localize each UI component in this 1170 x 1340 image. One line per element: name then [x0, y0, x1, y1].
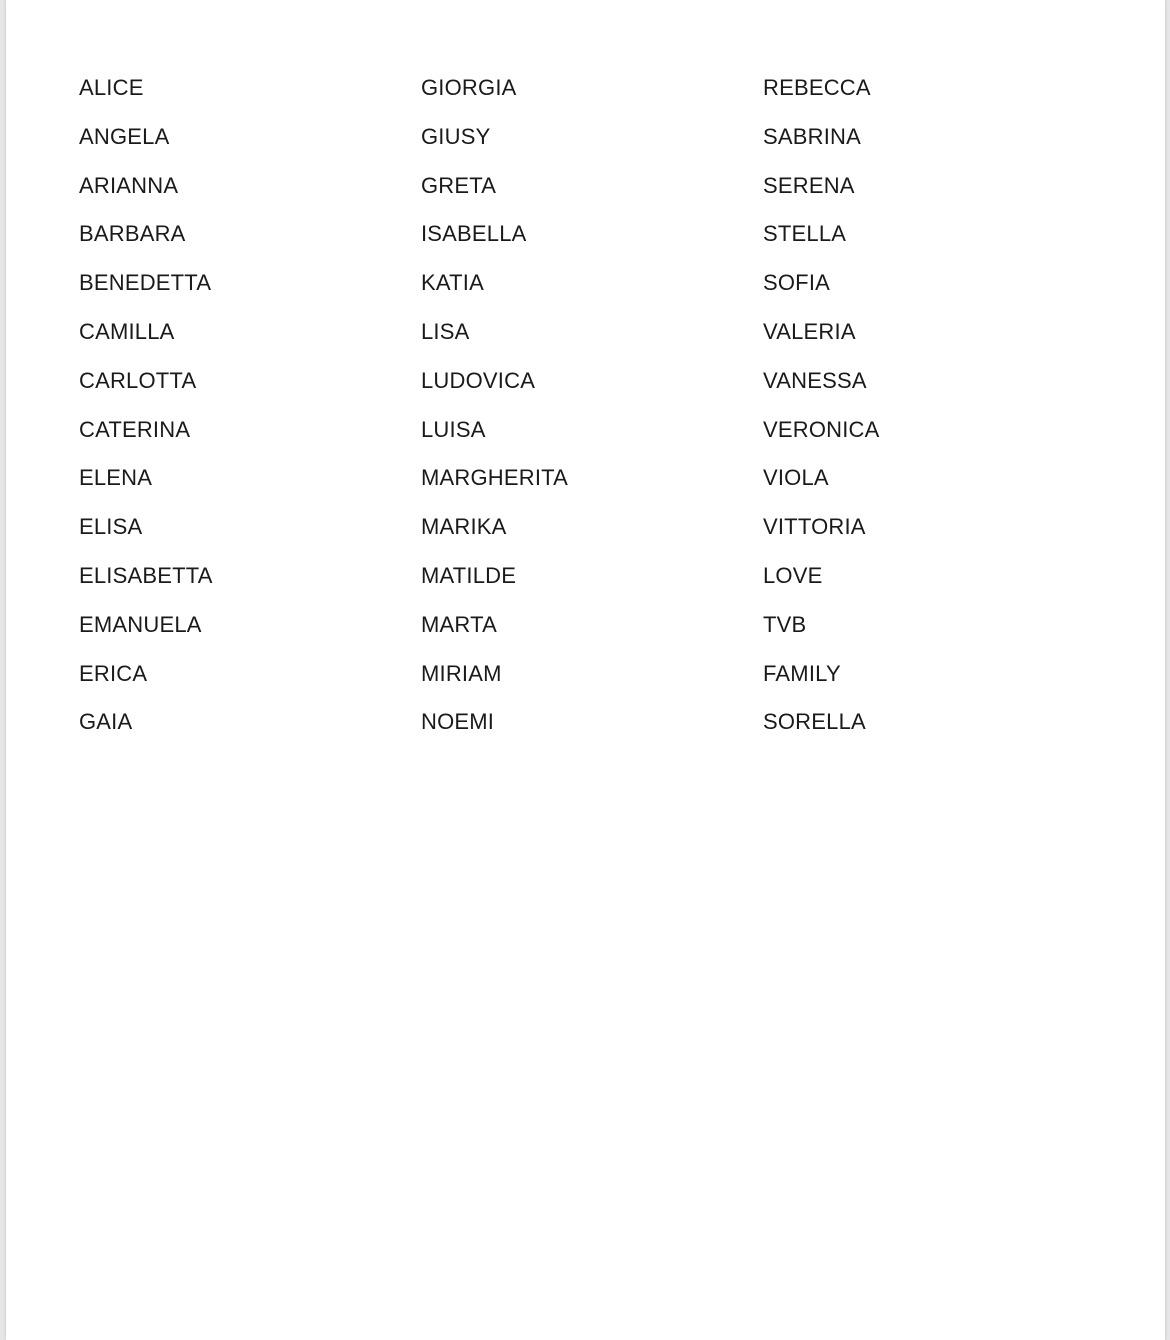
name-list-item: GRETA	[421, 172, 497, 198]
name-list-item: MARIKA	[421, 514, 507, 540]
name-list-item: ERICA	[79, 660, 148, 686]
name-list-item: LUISA	[421, 416, 486, 442]
name-list-item: SERENA	[763, 172, 855, 198]
name-list-item: MATILDE	[421, 562, 517, 588]
name-list-item: LUDOVICA	[421, 367, 536, 393]
name-list-item: ARIANNA	[79, 172, 179, 198]
name-list-item: TVB	[763, 611, 807, 637]
document-page	[6, 0, 1165, 1340]
name-list-item: VITTORIA	[763, 514, 866, 540]
name-list-item: VANESSA	[763, 367, 867, 393]
name-columns	[79, 73, 1105, 756]
name-list-item: SOFIA	[763, 270, 831, 296]
name-list-item: ANGELA	[79, 123, 170, 149]
name-list-item: MARTA	[421, 611, 497, 637]
name-list-item: MIRIAM	[421, 660, 502, 686]
name-list-item: CARLOTTA	[79, 367, 197, 393]
name-list-item: ALICE	[79, 75, 144, 100]
name-list-item: STELLA	[763, 221, 847, 247]
name-list-item: EMANUELA	[79, 611, 202, 637]
name-list-item: SORELLA	[763, 709, 866, 735]
name-list-item: GIUSY	[421, 123, 491, 149]
name-list-item: VIOLA	[763, 465, 829, 491]
name-list-item: ELENA	[79, 465, 153, 491]
name-column-2	[421, 73, 763, 756]
name-list-item: BENEDETTA	[79, 270, 212, 296]
name-list-item: ISABELLA	[421, 221, 527, 247]
name-column-3	[763, 73, 1105, 756]
name-list-item: KATIA	[421, 270, 484, 296]
name-list-item: LOVE	[763, 562, 823, 588]
name-list-item: VERONICA	[763, 416, 880, 442]
name-list-item: FAMILY	[763, 660, 841, 686]
name-column-1	[79, 73, 421, 756]
name-list-item: ELISA	[79, 514, 143, 540]
name-list-item: BARBARA	[79, 221, 186, 247]
name-list-item: CAMILLA	[79, 318, 175, 344]
name-list-item: MARGHERITA	[421, 465, 569, 491]
name-list-item: VALERIA	[763, 318, 856, 344]
name-list-item: SABRINA	[763, 123, 861, 149]
name-list-item: REBECCA	[763, 75, 871, 100]
name-list-item: NOEMI	[421, 709, 495, 735]
name-list-item: ELISABETTA	[79, 562, 213, 588]
name-list-item: GIORGIA	[421, 75, 517, 100]
name-list-item: CATERINA	[79, 416, 191, 442]
name-list-item: GAIA	[79, 709, 133, 735]
name-list-item: LISA	[421, 318, 470, 344]
